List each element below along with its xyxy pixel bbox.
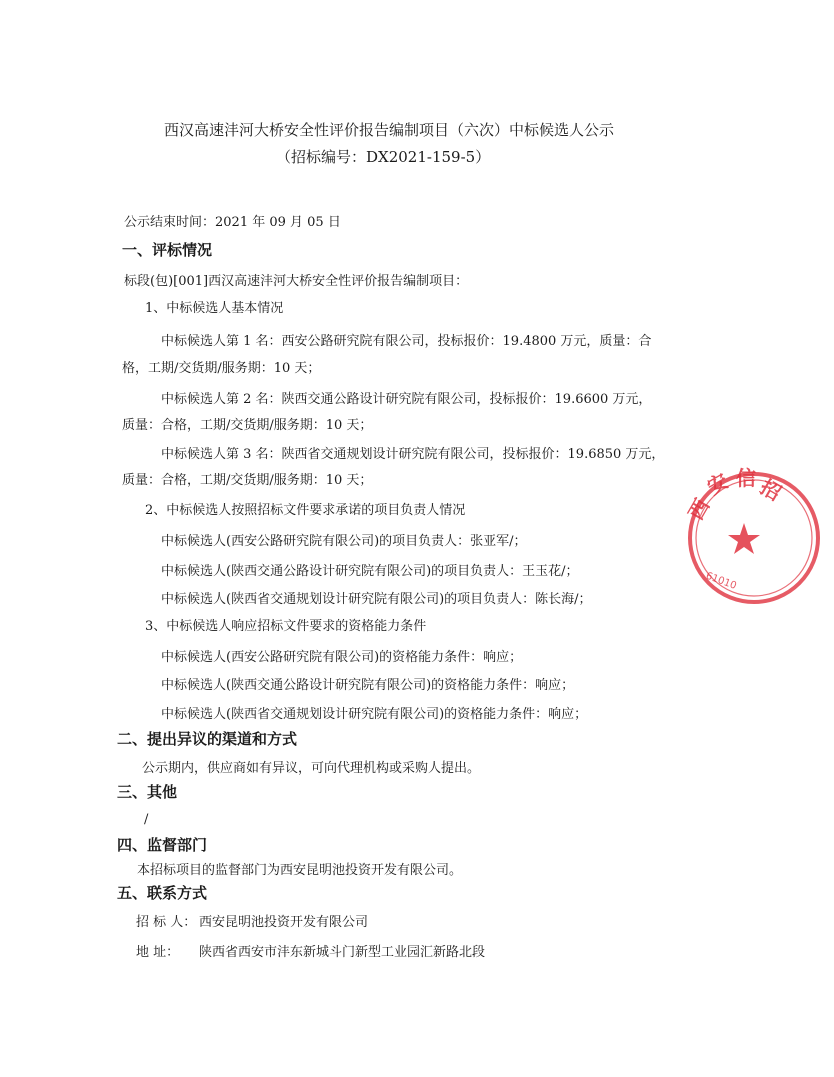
tender-number: （招标编号：DX2021-159-5）: [276, 148, 491, 166]
leader-candidate-3: 中标候选人(陕西省交通规划设计研究院有限公司)的项目负责人：陈长海/；: [161, 592, 592, 607]
subheading-project-leaders: 2、中标候选人按照招标文件要求承诺的项目负责人情况: [145, 503, 466, 518]
document-title: 西汉高速沣河大桥安全性评价报告编制项目（六次）中标候选人公示: [164, 121, 615, 139]
section-heading-contact: 五、联系方式: [117, 884, 208, 902]
address-label: 地 址：: [136, 945, 180, 960]
svg-text:信: 信: [736, 466, 756, 490]
candidate-3-line1: 中标候选人第 3 名：陕西省交通规划设计研究院有限公司，投标报价：19.6850 万元，: [161, 447, 665, 462]
candidate-3-line2: 质量：合格，工期/交货期/服务期：10 天；: [122, 473, 373, 488]
other-text: /: [144, 812, 149, 827]
tenderer-label: 招 标 人：: [136, 915, 197, 930]
tenderer-value: 西安昆明池投资开发有限公司: [199, 915, 369, 930]
leader-candidate-2: 中标候选人(陕西交通公路设计研究院有限公司)的项目负责人：王玉花/；: [161, 564, 579, 579]
section-heading-other: 三、其他: [117, 783, 178, 801]
qualification-candidate-2: 中标候选人(陕西交通公路设计研究院有限公司)的资格能力条件：响应；: [161, 678, 575, 693]
address-value: 陕西省西安市沣东新城斗门新型工业园汇新路北段: [199, 945, 486, 960]
leader-candidate-1: 中标候选人(西安公路研究院有限公司)的项目负责人：张亚军/；: [161, 534, 527, 549]
official-seal-stamp: [684, 463, 834, 613]
lot-intro: 标段(包)[001]西汉高速沣河大桥安全性评价报告编制项目：: [124, 274, 469, 289]
section-heading-objections: 二、提出异议的渠道和方式: [117, 730, 298, 748]
candidate-1-line2: 格，工期/交货期/服务期：10 天；: [122, 361, 321, 376]
subheading-candidates: 1、中标候选人基本情况: [145, 301, 284, 316]
candidate-2-line2: 质量：合格，工期/交货期/服务期：10 天；: [122, 418, 373, 433]
svg-text:安: 安: [703, 468, 733, 500]
candidate-1-line1: 中标候选人第 1 名：西安公路研究院有限公司，投标报价：19.4800 万元，质量：合: [161, 334, 652, 349]
qualification-candidate-3: 中标候选人(陕西省交通规划设计研究院有限公司)的资格能力条件：响应；: [161, 707, 588, 722]
objections-text: 公示期内，供应商如有异议，可向代理机构或采购人提出。: [142, 761, 481, 776]
supervision-text: 本招标项目的监督部门为西安昆明池投资开发有限公司。: [137, 863, 463, 878]
svg-text:西: 西: [683, 494, 715, 524]
qualification-candidate-1: 中标候选人(西安公路研究院有限公司)的资格能力条件：响应；: [161, 650, 523, 665]
publicity-end-time: 公示结束时间：2021 年 09 月 05 日: [124, 215, 341, 230]
section-heading-evaluation: 一、评标情况: [122, 241, 213, 259]
section-heading-supervision: 四、监督部门: [117, 836, 208, 854]
svg-text:61010: 61010: [704, 570, 738, 592]
candidate-2-line1: 中标候选人第 2 名：陕西交通公路设计研究院有限公司，投标报价：19.6600 万元，: [161, 392, 652, 407]
subheading-qualifications: 3、中标候选人响应招标文件要求的资格能力条件: [145, 619, 427, 634]
svg-text:招: 招: [756, 474, 786, 506]
